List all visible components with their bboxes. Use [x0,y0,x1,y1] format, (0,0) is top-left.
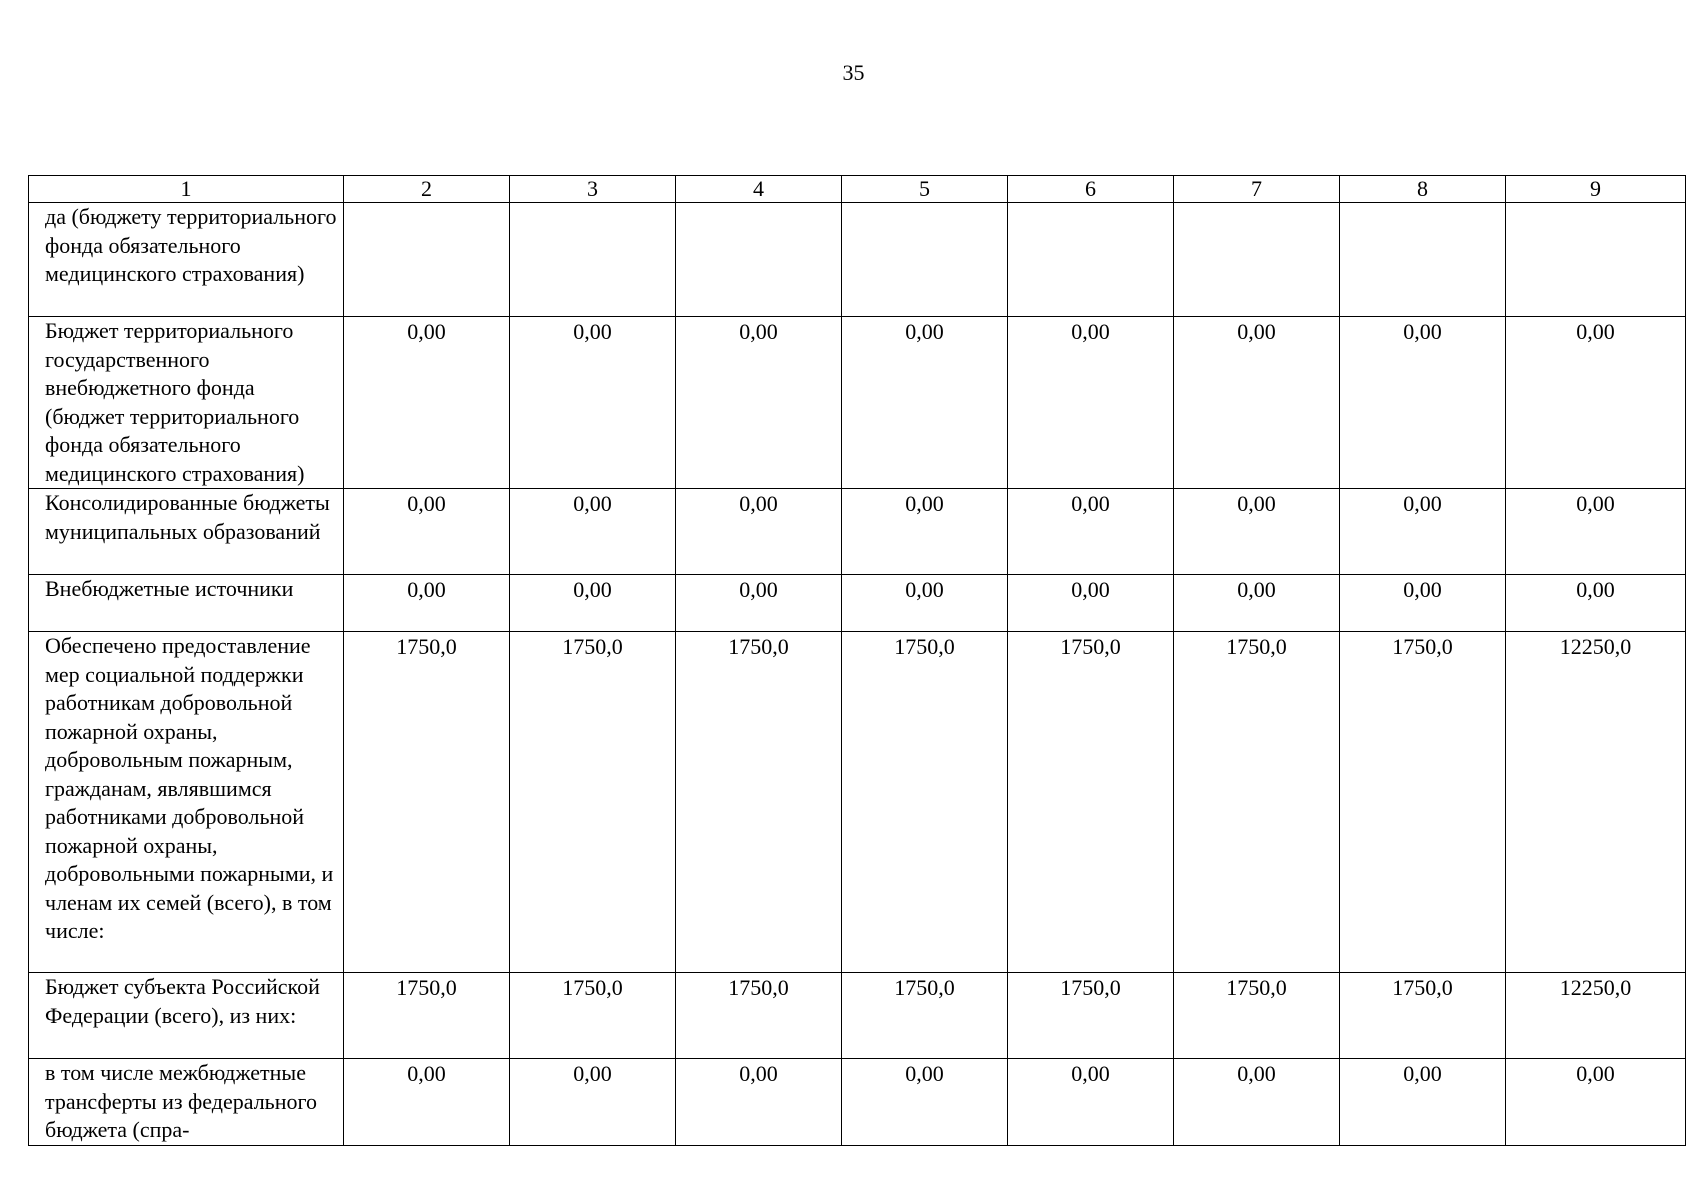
table-cell: 12250,0 [1506,632,1686,973]
table-header-row [29,176,1686,203]
table-cell [1340,203,1506,317]
table-cell: 0,00 [1174,489,1340,575]
column-header: 2 [344,176,510,203]
table-cell: 1750,0 [344,632,510,973]
table-cell: 0,00 [676,489,842,575]
table-cell [1174,203,1340,317]
table-cell: 0,00 [344,1059,510,1146]
column-header: 6 [1008,176,1174,203]
row-label: Бюджет территориального государственного внебюджетного фонда (бюджет территориального фонда обязательного медицинского страхования) [29,317,344,489]
table-cell: 0,00 [344,317,510,489]
table-cell: 1750,0 [1174,632,1340,973]
table-cell: 1750,0 [1340,632,1506,973]
table-cell: 1750,0 [842,632,1008,973]
table-cell: 0,00 [842,317,1008,489]
budget-table [28,175,1686,1146]
table-cell: 0,00 [1506,489,1686,575]
table-cell: 1750,0 [1174,973,1340,1059]
table-cell: 1750,0 [510,973,676,1059]
table-cell [344,203,510,317]
column-header: 8 [1340,176,1506,203]
page-number: 35 [842,60,865,85]
table-cell: 0,00 [842,575,1008,632]
table-cell: 0,00 [1506,575,1686,632]
row-label: в том числе межбюджетные трансферты из федерального бюджета (спра- [29,1059,344,1146]
table-cell: 0,00 [1008,1059,1174,1146]
table-row [29,317,1686,489]
table-cell: 1750,0 [676,973,842,1059]
table-cell: 0,00 [1174,575,1340,632]
table-cell: 1750,0 [1008,632,1174,973]
table-cell: 0,00 [1340,489,1506,575]
row-label: Консолидированные бюджеты муниципальных образований [29,489,344,575]
column-header: 4 [676,176,842,203]
table-cell: 12250,0 [1506,973,1686,1059]
table-cell: 0,00 [1008,489,1174,575]
table-cell: 1750,0 [1340,973,1506,1059]
table-row [29,489,1686,575]
row-label: Внебюджетные источники [29,575,344,632]
table-row [29,632,1686,973]
table-cell: 0,00 [344,489,510,575]
table-cell: 1750,0 [676,632,842,973]
table-cell: 0,00 [676,1059,842,1146]
table-cell: 1750,0 [344,973,510,1059]
column-header: 1 [29,176,344,203]
table-cell [842,203,1008,317]
table-cell [1506,203,1686,317]
column-header: 5 [842,176,1008,203]
table-row [29,575,1686,632]
table-row [29,973,1686,1059]
table-cell: 0,00 [842,1059,1008,1146]
column-header: 3 [510,176,676,203]
table-cell: 0,00 [1506,1059,1686,1146]
table-cell: 0,00 [842,489,1008,575]
table-cell: 0,00 [1174,1059,1340,1146]
table-cell: 0,00 [676,317,842,489]
table-cell [510,203,676,317]
table-cell: 1750,0 [510,632,676,973]
row-label: Бюджет субъекта Российской Федерации (всего), из них: [29,973,344,1059]
table-row [29,203,1686,317]
table-cell: 0,00 [1340,1059,1506,1146]
table-cell: 0,00 [510,1059,676,1146]
table-cell: 0,00 [510,575,676,632]
table-cell: 0,00 [1174,317,1340,489]
table-cell: 0,00 [1506,317,1686,489]
row-label: Обеспечено предоставление мер социальной поддержки работникам добровольной пожарной охраны, добровольным пожарным, гражданам, являвшимся работниками добровольной пожарной охраны, добровольными пожарными, и членам их семей (всего), в том числе: [29,632,344,973]
table-cell: 0,00 [1340,575,1506,632]
table-cell [1008,203,1174,317]
column-header: 9 [1506,176,1686,203]
table-cell: 0,00 [1008,575,1174,632]
table-cell: 1750,0 [1008,973,1174,1059]
row-label: да (бюджету территориального фонда обязательного медицинского страхования) [29,203,344,317]
table-row [29,1059,1686,1146]
table-cell [676,203,842,317]
table-cell: 0,00 [510,489,676,575]
table-cell: 0,00 [344,575,510,632]
table-cell: 0,00 [1008,317,1174,489]
table-cell: 0,00 [510,317,676,489]
table-cell: 0,00 [1340,317,1506,489]
table-cell: 0,00 [676,575,842,632]
table-cell: 1750,0 [842,973,1008,1059]
column-header: 7 [1174,176,1340,203]
